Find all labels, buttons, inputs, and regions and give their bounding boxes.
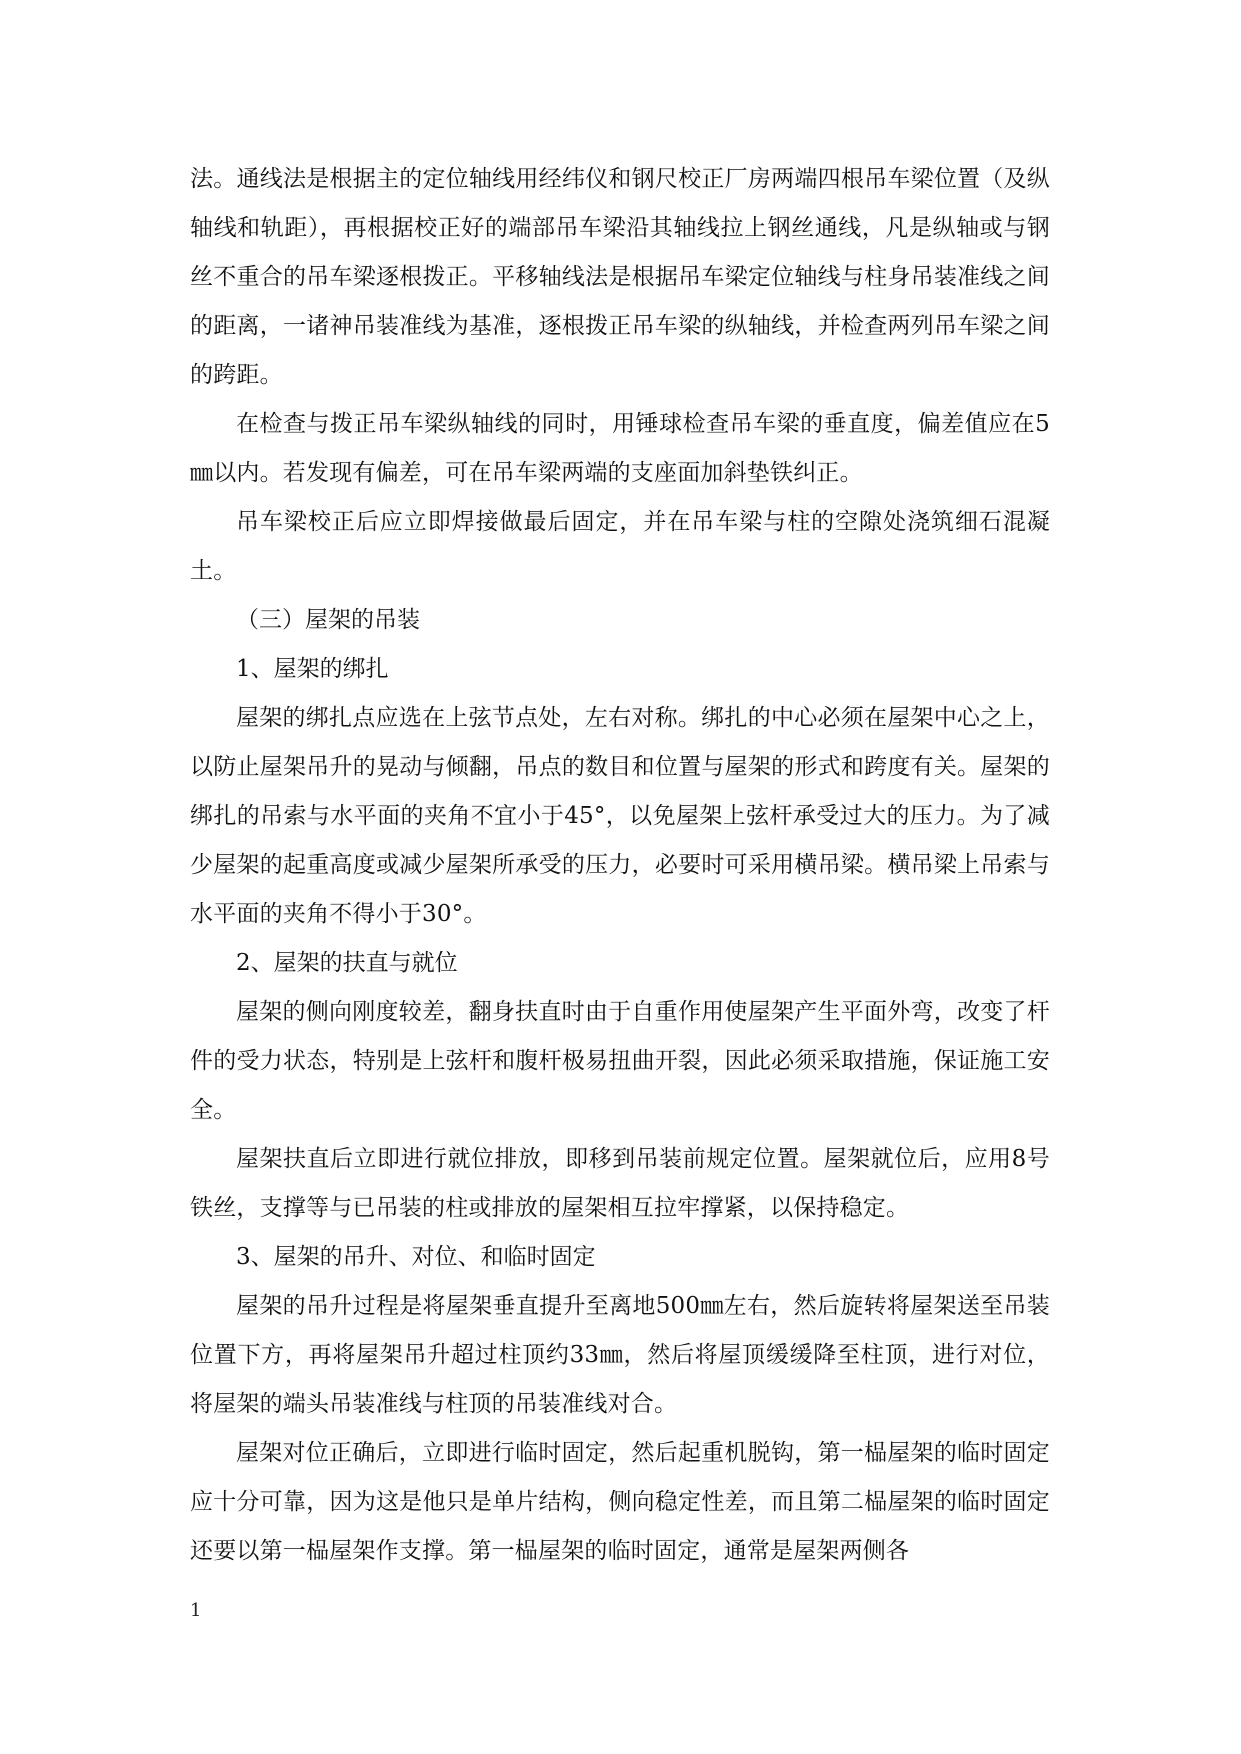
paragraph-continuation: 法。通线法是根据主的定位轴线用经纬仪和钢尺校正厂房两端四根吊车梁位置（及纵轴线和轨距），再根据校正好的端部吊车梁沿其轴线拉上钢丝通线，凡是纵轴或与钢丝不重合的吊车梁逐根拨正。平移轴线法是根据吊车梁定位轴线与柱身吊装准线之间的距离，一诸神吊装准线为基准，逐根拨正吊车梁的纵轴线，并检查两列吊车梁之间的跨距。 [190,166,1050,388]
paragraph-truss-temp-fix: 屋架对位正确后，立即进行临时固定，然后起重机脱钩，第一榀屋架的临时固定应十分可靠，因为这是他只是单片结构，侧向稳定性差，而且第二榀屋架的临时固定还要以第一榀屋架作支撑。第一榀屋架的临时固定，通常是屋架两侧各 [190,1440,1050,1564]
paragraph-beam-vertical-check: 在检查与拨正吊车梁纵轴线的同时，用锤球检查吊车梁的垂直度，偏差值应在5㎜以内。若发现有偏差，可在吊车梁两端的支座面加斜垫铁纠正。 [190,411,1050,486]
subheading-truss-lift-align-temp-fix: 3、屋架的吊升、对位、和临时固定 [236,1244,596,1270]
subheading-truss-straighten-position: 2、屋架的扶直与就位 [236,950,458,976]
subheading-truss-binding: 1、屋架的绑扎 [236,656,389,682]
paragraph-truss-binding: 屋架的绑扎点应选在上弦节点处，左右对称。绑扎的中心必须在屋架中心之上，以防止屋架吊升的晃动与倾翻，吊点的数目和位置与屋架的形式和跨度有关。屋架的绑扎的吊索与水平面的夹角不宜小于45°，以免屋架上弦杆承受过大的压力。为了减少屋架的起重高度或减少屋架所承受的压力，必要时可采用横吊梁。横吊梁上吊索与水平面的夹角不得小于30°。 [190,705,1050,927]
paragraph-truss-lift-process: 屋架的吊升过程是将屋架垂直提升至离地500㎜左右，然后旋转将屋架送至吊装位置下方，再将屋架吊升超过柱顶约33㎜，然后将屋顶缓缓降至柱顶，进行对位，将屋架的端头吊装准线与柱顶的吊装准线对合。 [190,1293,1050,1417]
document-body [190,155,1050,1576]
section-heading-roof-truss-hoisting: （三）屋架的吊装 [236,607,420,633]
paragraph-truss-placement: 屋架扶直后立即进行就位排放，即移到吊装前规定位置。屋架就位后，应用8号铁丝，支撑等与已吊装的柱或排放的屋架相互拉牢撑紧，以保持稳定。 [190,1146,1050,1221]
paragraph-beam-final-fix: 吊车梁校正后应立即焊接做最后固定，并在吊车梁与柱的空隙处浇筑细石混凝土。 [190,509,1050,584]
page-number: 1 [190,1600,202,1621]
paragraph-truss-lateral-stiffness: 屋架的侧向刚度较差，翻身扶直时由于自重作用使屋架产生平面外弯，改变了杆件的受力状态，特别是上弦杆和腹杆极易扭曲开裂，因此必须采取措施，保证施工安全。 [190,999,1050,1123]
